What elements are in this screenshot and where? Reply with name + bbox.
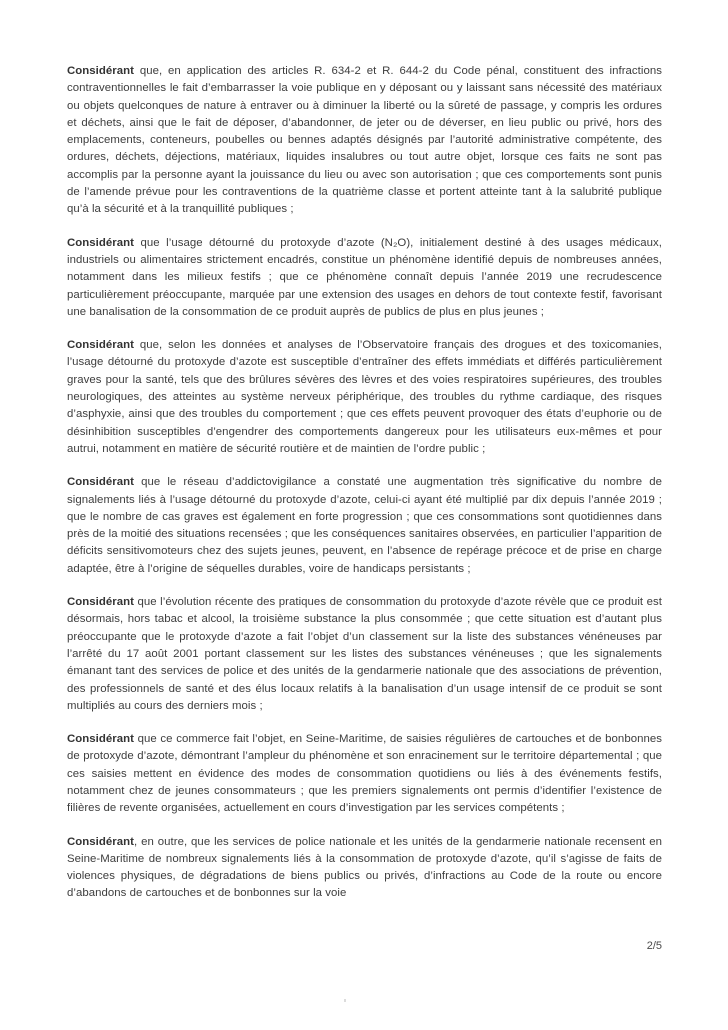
- considerant-paragraph-4: [67, 474, 662, 578]
- considerant-paragraph-7: [67, 834, 662, 903]
- page-number: 2/5: [646, 940, 662, 952]
- paragraph-text: , en outre, que les services de police nationale et les unités de la gendarmerie nationale recensent en Seine-Maritime de nombreux signalements liés à la consommation de protoxyde d’azote, qu’il s’agisse de faits de violences physiques, de dégradations de biens publics ou privés, d’infractions au Code de la route ou encore d’abandons de cartouches et de bonbonnes sur la voie: [67, 835, 662, 900]
- paragraph-text: que, selon les données et analyses de l’Observatoire français des drogues et des toxicomanies, l’usage détourné du protoxyde d’azote est susceptible d’entraîner des effets immédiats et différés particulièrement graves pour la santé, tels que des brûlures sévères des lèvres et des voies respiratoires supérieures, des troubles neurologiques, des atteintes au système nerveux périphérique, des troubles du rythme cardiaque, des risques d’asphyxie, ainsi que des troubles du comportement ; que ces effets peuvent provoquer des états d’euphorie ou de désinhibition susceptibles d’engendrer des comportements dangereux pour les utilisateurs eux-mêmes et pour autrui, notamment en matière de sécurité routière et de maintien de l’ordre public ;: [67, 339, 662, 455]
- scan-artifact-dot: [344, 999, 346, 1002]
- paragraph-lead: Considérant: [67, 236, 135, 249]
- paragraph-text: que le réseau d’addictovigilance a constaté une augmentation très significative du nombre de signalements liés à l’usage détourné du protoxyde d’azote, celui-ci ayant été multiplié par dix depuis l’année 2019 ; que le nombre de cas graves est également en forte progression ; que ces consommations sont quotidiennes dans près de la moitié des situations recensées ; que les conséquences sanitaires observées, en particulier l’apparition de déficits sensitivomoteurs chez des sujets jeunes, peuvent, en l’absence de repérage précoce et de prise en charge adaptée, être à l’origine de séquelles durables, voire de handicaps persistants ;: [67, 476, 662, 575]
- paragraph-lead: Considérant: [67, 339, 135, 352]
- paragraph-lead: Considérant: [67, 733, 135, 746]
- paragraph-lead: Considérant: [67, 476, 135, 489]
- considerant-paragraph-2: [67, 235, 662, 321]
- paragraph-lead: Considérant: [67, 65, 135, 77]
- paragraph-text: que ce commerce fait l’objet, en Seine-Maritime, de saisies régulières de cartouches et de bonbonnes de protoxyde d’azote, démontrant l’ampleur du phénomène et son enracinement sur le territoire départemental ; que ces saisies mettent en évidence des modes de consommation quotidiens ou liés à des événements festifs, notamment chez de jeunes consommateurs ; que les premiers signalements ont permis d’identifier l’existence de filières de revente organisées, actuellement en cours d’investigation par les services compétents ;: [67, 733, 662, 815]
- paragraph-lead: Considérant: [67, 596, 135, 609]
- document-body: [67, 63, 662, 919]
- paragraph-text: que l’évolution récente des pratiques de consommation du protoxyde d’azote révèle que ce produit est désormais, hors tabac et alcool, la troisième substance la plus consommée ; que cette situation est d’autant plus préoccupante que le protoxyde d’azote a fait l’objet d’un classement sur la liste des substances vénéneuses par l’arrêté du 17 août 2001 portant classement sur les listes des substances vénéneuses ; que les signalements émanant tant des services de police et des unités de la gendarmerie nationale que des associations de prévention, des professionnels de santé et des élus locaux relatifs à la banalisation d’un usage intensif de ce produit se sont multipliés au cours des derniers mois ;: [67, 596, 662, 712]
- considerant-paragraph-3: [67, 337, 662, 458]
- considerant-paragraph-1: [67, 63, 662, 219]
- considerant-paragraph-6: [67, 731, 662, 817]
- considerant-paragraph-5: [67, 594, 662, 715]
- paragraph-text: que, en application des articles R. 634-2 et R. 644-2 du Code pénal, constituent des infractions contraventionnelles le fait d’embarrasser la voie publique en y déposant ou y laissant sans nécessité des matériaux ou objets quelconques de nature à entraver ou à diminuer la liberté ou la sûreté de passage, y compris les ordures et déchets, ainsi que le fait de déposer, d’abandonner, de jeter ou de déverser, en lieu public ou privé, hors des emplacements, conteneurs, poubelles ou bennes adaptés désignés par l’autorité administrative compétente, des ordures, déchets, déjections, matériaux, liquides insalubres ou tout autre objet, lorsque ces faits ne sont pas accomplis par la personne ayant la jouissance du lieu ou avec son autorisation ; que ces comportements sont punis de l’amende prévue pour les contraventions de la quatrième classe et portent atteinte tant à la salubrité publique qu’à la sécurité et à la tranquillité publiques ;: [67, 65, 662, 216]
- paragraph-lead: Considérant: [67, 835, 135, 848]
- paragraph-text: que l’usage détourné du protoxyde d’azote (N₂O), initialement destiné à des usages médicaux, industriels ou alimentaires strictement encadrés, constitue un phénomène identifié depuis de nombreuses années, notamment dans les milieux festifs ; que ce phénomène connaît depuis l’année 2019 une recrudescence particulièrement préoccupante, marquée par une extension des usages en dehors de tout contexte festif, favorisant une banalisation de la consommation de ce produit auprès de publics de plus en plus jeunes ;: [67, 236, 662, 318]
